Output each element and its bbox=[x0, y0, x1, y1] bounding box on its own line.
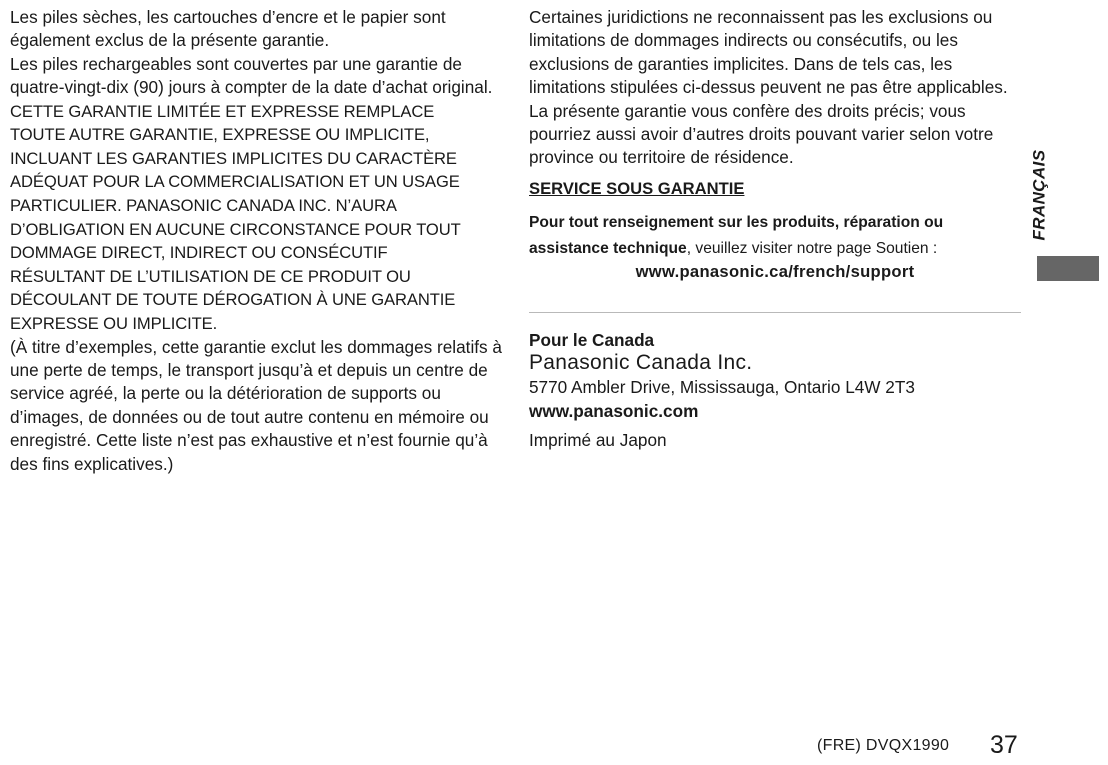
website-link[interactable]: www.panasonic.com bbox=[529, 401, 699, 422]
limited-warranty-caps-paragraph bbox=[10, 100, 505, 336]
section-divider bbox=[529, 312, 1021, 313]
page-number: 37 bbox=[990, 731, 1018, 759]
warranty-service-heading: SERVICE SOUS GARANTIE bbox=[529, 178, 745, 198]
printed-in-label: Imprimé au Japon bbox=[529, 430, 667, 451]
company-address: 5770 Ambler Drive, Mississauga, Ontario L4W 2T3 bbox=[529, 377, 915, 398]
caps-line: DOMMAGE DIRECT, INDIRECT OU CONSÉCUTIF bbox=[10, 243, 388, 263]
rechargeable-batteries-paragraph: Les piles rechargeables sont couvertes par une garantie de quatre-vingt-dix (90) jours à compter de la date d’achat original. bbox=[10, 53, 493, 98]
caps-line: D’OBLIGATION EN AUCUNE CIRCONSTANCE POUR TOUT bbox=[10, 219, 461, 239]
right-column bbox=[529, 6, 1021, 453]
damages-examples-paragraph: (À titre d’exemples, cette garantie exclut les dommages relatifs à une perte de temps, le transport jusqu’à et depuis un centre de service agréé, la perte ou la détérioration de supports ou d’images, de données ou de tout autre contenu en mémoire ou enregistré. Cette liste n’est pas exhaustive et n’est fournie qu’à des fins explicatives.) bbox=[10, 336, 502, 474]
canada-label: Pour le Canada bbox=[529, 330, 655, 351]
support-url-link[interactable]: www.panasonic.ca/french/support bbox=[635, 262, 915, 282]
support-text: , veuillez visiter notre page Soutien : bbox=[686, 240, 938, 258]
caps-line: INCLUANT LES GARANTIES IMPLICITES DU CARACTÈRE bbox=[10, 148, 457, 168]
support-bold-text: Pour tout renseignement sur les produits, réparation ou bbox=[529, 214, 944, 232]
jurisdiction-paragraph: Certaines juridictions ne reconnaissent pas les exclusions ou limitations de dommages indirects ou consécutifs, ou les exclusions de garanties implicites. Dans de tels cas, les limitations stipulées ci-dessus peuvent ne pas être applicables. La présente garantie vous confère des droits précis; vous pourriez aussi avoir d’autres droits pouvant varier selon votre province ou territoire de résidence. bbox=[529, 7, 1008, 168]
language-side-tab bbox=[1022, 130, 1058, 260]
company-name: Panasonic Canada Inc. bbox=[529, 351, 753, 375]
caps-line: EXPRESSE OU IMPLICITE. bbox=[10, 313, 218, 333]
left-column bbox=[10, 6, 505, 476]
caps-line: CETTE GARANTIE LIMITÉE ET EXPRESSE REMPLACE bbox=[10, 101, 435, 121]
caps-line: RÉSULTANT DE L’UTILISATION DE CE PRODUIT OU bbox=[10, 266, 411, 286]
caps-line: ADÉQUAT POUR LA COMMERCIALISATION ET UN USAGE bbox=[10, 172, 460, 192]
language-label: FRANÇAIS bbox=[1030, 149, 1049, 241]
caps-line: DÉCOULANT DE TOUTE DÉROGATION À UNE GARANTIE bbox=[10, 290, 456, 310]
batteries-exclusion-paragraph: Les piles sèches, les cartouches d’encre et le papier sont également exclus de la présente garantie. bbox=[10, 7, 446, 51]
support-paragraph bbox=[529, 210, 1021, 262]
caps-line: TOUTE AUTRE GARANTIE, EXPRESSE OU IMPLICITE, bbox=[10, 125, 430, 145]
language-tab-bar bbox=[1037, 256, 1099, 281]
document-code: (FRE) DVQX1990 bbox=[817, 737, 950, 754]
support-bold-text: assistance technique bbox=[529, 240, 687, 258]
caps-line: PARTICULIER. PANASONIC CANADA INC. N’AURA bbox=[10, 196, 397, 215]
